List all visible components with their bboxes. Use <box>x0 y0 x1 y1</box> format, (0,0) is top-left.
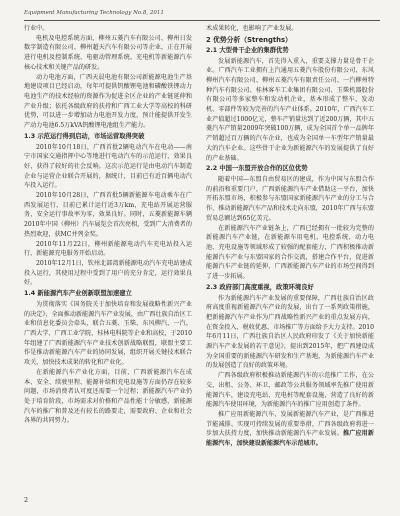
bold-sentence: 推广应用新能源汽车，加快建设新能源汽车示范城市。 <box>206 430 375 448</box>
paragraph: 在新能源汽车产业化方面，目前，广西新能源汽车在成本、安全、续驶里程、能源补给和充电设施等方面仍存在较多问题，市场消费者认可度还需要一个过程；新能源汽车产业仍处于培育阶段，市场需求对价格和产品性能十分敏感，新能源汽车的推广和普及还有较长的路要走，需要政府、企业和社会各界的共同努力。 <box>24 368 192 425</box>
paragraph: 发展新能源汽车，首先得入重入，重要支撑力量是骨干企业。广西汽车工业拥有上汽通用五菱汽车股份有限公司、东风柳州汽车有限公司、柳州五菱汽车有限责任公司、一汽柳州特种汽车有限公司、桂林客车工业集团有限公司、玉柴机器股份有限公司等多家整车和发动机企业，基本形成了整车、发动机、零部件等较为完善的汽车产业体系。2010年，广西汽车工业产值超过1000亿元，整车产销量达到了近200万辆，其中五菱汽车产销量2009年突破100万辆，成为全国首个单一品牌年产销超过百万辆的汽车企业，也成为全国单一车型年产销量最大的汽车企业。这些骨干企业为新能源汽车的发展提供了良好的产业基础。 <box>206 57 374 162</box>
page-number: 2 <box>24 496 29 504</box>
paragraph: 电机及电控系统方面，柳州五菱汽车有限公司、柳州日发数字制造有限公司、柳州超天汽车有限公司等企业，正在开展进行电机及控制系统、电驱动管理系统、充电机等新能源汽车核心技术和关键产品的研发。 <box>24 34 192 71</box>
paragraph <box>206 410 374 449</box>
section-heading-2-1: 2.1 大型骨干企业的集群优势 <box>206 46 289 54</box>
section-heading-2: 2 优势分析（Strengths） <box>206 35 292 44</box>
paragraph: 动力电池方面，广西天晨电池有限公司新能源电池生产基地建设项目已经启动，每年可提供钒酸锂电池和磷酸铁锂动力电池生产的技术经验的资源作为促进全区企业的产业链延伸和产业升级；依托各级政府的扶持和广西工业大学等高校的科研优势，可以进一步增加动力电池开发力度，预计能提供开发生产动力电池6.5万kVA钒酸锂电池组生产能力。 <box>24 73 192 130</box>
paragraph: 在新能源汽车产业链条上，广西已经拥有一批较为完整的新能源汽车产业链，在新能源车用电机、电控系统、动力电池、充电设施等领域形成了较强的配套能力，广西积极推动新能源汽车产业与东盟国家的合作交流，搭建合作平台，促进新能源汽车产业链的延伸，广西新能源汽车产业的市场空间得到了进一步拓展。 <box>206 224 374 281</box>
section-heading-1-3: 1.3 示范运行得到启动，市场运营取得突破 <box>24 132 145 140</box>
paragraph: 随着中国—东盟自由贸易区的建成，作为中国与东盟合作的前沿和重要门户，广西新能源汽车产业借助这一平台，加快开拓东盟市场，积极参与东盟国家新能源汽车产业的分工与合作，推动新能源汽车产品和技术走向东盟，2010年广西与东盟贸易总额达到65亿美元。 <box>206 176 374 222</box>
paragraph: 2010年11月22日，柳州新能源电动汽车充电站投入运行，新能源充电服务开始启动。 <box>24 240 192 258</box>
paragraph: 行业中。 <box>24 25 49 32</box>
paragraph: 2010年10月28日，广西首批5辆新能源车电动乘车在广西发展运行，目前已累计运行近3万km，充电站开展运营服务，安全运行事故率为零，效果良好。同时，五菱新能源车辆2010年中国（柳州）汽车展览会首次亮相，受到广大消费者的热烈欢迎，获MC并列金奖。 <box>24 192 192 238</box>
paragraph: 广西各级政府积极推动新能源汽车的示范推广工作，在公交、出租、公务、环卫、邮政等公共服务领域率先推广使用新能源汽车，建设充电站、充电桩等配套设施，营造了良好的新能源汽车使用环境，为新能源汽车的推广应用创造了条件。 <box>206 372 374 409</box>
paragraph: 2010年12月1日，钦州北部湾新能源电动汽车充电站建成投入运行，其使用过程中受到了用户的充分肯定，运行效果良好。 <box>24 259 192 287</box>
paragraph: 2010年10月18日，广西首批2辆电动汽车在电动——南宁市国家交通指挥中心等地进行电动汽车的示范运行，效果良好，获得了较好的社会反响。这次示范运行是由电动汽车制造企业与运营企业联合开展的，据统计，目前已有近百辆电动汽车投入运行。 <box>24 143 192 190</box>
section-heading-2-3: 2.3 政府部门高度重视，政策环境良好 <box>206 283 314 291</box>
paragraph: 作为新能源汽车产业发展的重要保障，广西壮族自治区政府高度重视新能源汽车产业的发展，出台了一系列政策措施，把新能源汽车产业作为广西战略性新兴产业的重点发展方向，在资金投入、税收优惠、市场推广等方面给予大力支持。2010年6月11日，广西壮族自治区人民政府印发了《关于加快新能源汽车产业发展的若干意见》，提出到2015年，把广西建设成为全国重要的新能源汽车研发和生产基地，为新能源汽车产业的发展创造了良好的政策环境。 <box>206 294 374 370</box>
paragraph: 术成果转化，也影响了产业发展。 <box>206 25 298 32</box>
section-heading-1-4: 1.4 新能源汽车产业创新联盟加速建立 <box>24 290 132 298</box>
right-column <box>206 24 374 449</box>
left-column <box>24 24 192 426</box>
paragraph: 为贯彻落实《国务院关于加快培育和发展战略性新兴产业的决定》，全面推动新能源汽车产业发展，由广西壮族自治区工业和信息化委员会牵头，联合五菱、玉柴、东风柳汽、一汽、广西大学、广西工业学院、桂林电科院等企业和高校，于2010年组建了广西新能源汽车产业技术创新战略联盟，联盟主要工作是推动新能源汽车产业的协同发展，组织开展关键技术联合攻关，加快技术成果的转化和产业化。 <box>24 300 192 367</box>
header-rule <box>24 20 380 21</box>
running-header: Equipment Manufacturing Technology No.8, 2011 <box>24 10 164 16</box>
paragraph-text: 推广应用新能源汽车，发展新能源汽车产业，是广西推进节能减排、实现可持续发展的重要举措，广西各级政府将进一步加大扶持力度，加快推动新能源汽车产业发展。 <box>206 411 374 438</box>
section-heading-2-2: 2.2 中国一东盟开放合作的区位优势 <box>206 165 308 173</box>
